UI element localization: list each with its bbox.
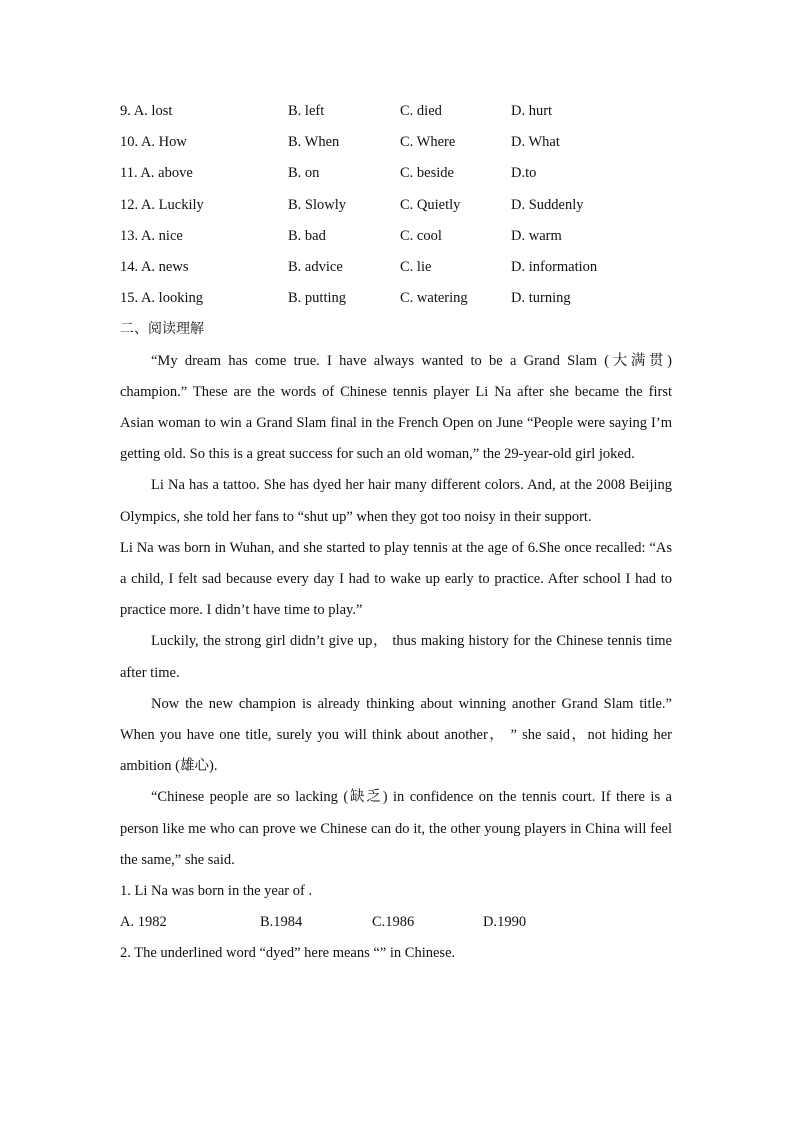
option-row [120, 252, 672, 283]
option-d: D. What [511, 134, 560, 151]
question-1-text: 1. Li Na was born in the year of [120, 882, 305, 899]
option-b: B. on [288, 165, 320, 182]
option-c: C. died [400, 103, 442, 119]
option-c: C. lie [400, 258, 432, 275]
option-c: C.1986 [372, 914, 415, 931]
option-b: B. Slowly [288, 196, 347, 213]
option-row [120, 96, 672, 127]
option-a: 14. A. news [120, 258, 189, 275]
option-b: B. left [288, 103, 325, 119]
option-d: D. information [511, 258, 598, 275]
option-d: D.to [511, 165, 537, 182]
question-2-end: ” in Chinese. [379, 945, 456, 962]
passage-paragraph: Li Na has a tattoo. She has dyed her hair many different colors. And, at the 2008 Beijing Olympics, she told her fans to “shut up” when they got too noisy in their support. [120, 477, 672, 525]
document-page [120, 96, 672, 970]
question-1-options [120, 907, 672, 938]
option-c: C. cool [400, 227, 442, 244]
option-a: 9. A. lost [120, 103, 173, 119]
option-b: B. bad [288, 227, 326, 244]
question-1 [120, 876, 672, 907]
option-row [120, 158, 672, 189]
question-1-end: . [308, 882, 313, 899]
passage-paragraph: Luckily, the strong girl didn’t give up， thus making history for the Chinese tennis time after time. [120, 633, 672, 681]
option-a: 11. A. above [120, 165, 193, 182]
option-b: B.1984 [260, 914, 303, 931]
question-2 [120, 938, 672, 969]
cloze-options [120, 96, 672, 314]
option-d: D. hurt [511, 103, 553, 119]
option-row [120, 283, 672, 314]
passage-paragraph: “Chinese people are so lacking (缺乏) in confidence on the tennis court. If there is a person like me who can prove we Chinese can do it, the other young players in China will feel the same,” she said. [120, 789, 672, 868]
option-c: C. Where [400, 134, 456, 151]
option-d: D. warm [511, 227, 562, 244]
option-row [120, 190, 672, 221]
option-a: 13. A. nice [120, 227, 183, 244]
option-b: B. When [288, 134, 340, 151]
section-heading: 二、阅读理解 [120, 321, 204, 338]
passage-paragraph: Li Na was born in Wuhan, and she started to play tennis at the age of 6.She once recalled: “As a child, I felt sad because every day I had to wake up early to practice. After school I had to practice more. I didn’t have time to play.” [120, 539, 672, 619]
option-c: C. beside [400, 165, 454, 182]
option-row [120, 221, 672, 252]
question-2-text: 2. The underlined word “dyed” here means “ [120, 945, 380, 962]
option-b: B. putting [288, 290, 347, 307]
option-row [120, 127, 672, 158]
questions [120, 876, 672, 970]
option-b: B. advice [288, 258, 343, 275]
option-d: D.1990 [483, 914, 527, 931]
option-d: D. turning [511, 290, 571, 307]
passage-paragraph: Now the new champion is already thinking about winning another Grand Slam title.” When you have one title, surely you will think about another， ” she said，not hiding her ambition (雄心). [120, 695, 672, 775]
passage-paragraph: “My dream has come true. I have always wanted to be a Grand Slam (大满贯) champion.” These are the words of Chinese tennis player Li Na after she became the first Asian woman to win a Grand Slam final in the French Open on June “People were saying I’m getting old. So this is a great success for such an old woman,” the 29-year-old girl joked. [120, 352, 672, 463]
option-a: 15. A. looking [120, 290, 203, 307]
option-a: A. 1982 [120, 914, 167, 931]
option-a: 10. A. How [120, 134, 187, 151]
reading-passage [120, 346, 672, 876]
option-d: D. Suddenly [511, 196, 584, 213]
option-c: C. watering [400, 290, 468, 307]
option-c: C. Quietly [400, 196, 461, 213]
option-a: 12. A. Luckily [120, 196, 204, 213]
